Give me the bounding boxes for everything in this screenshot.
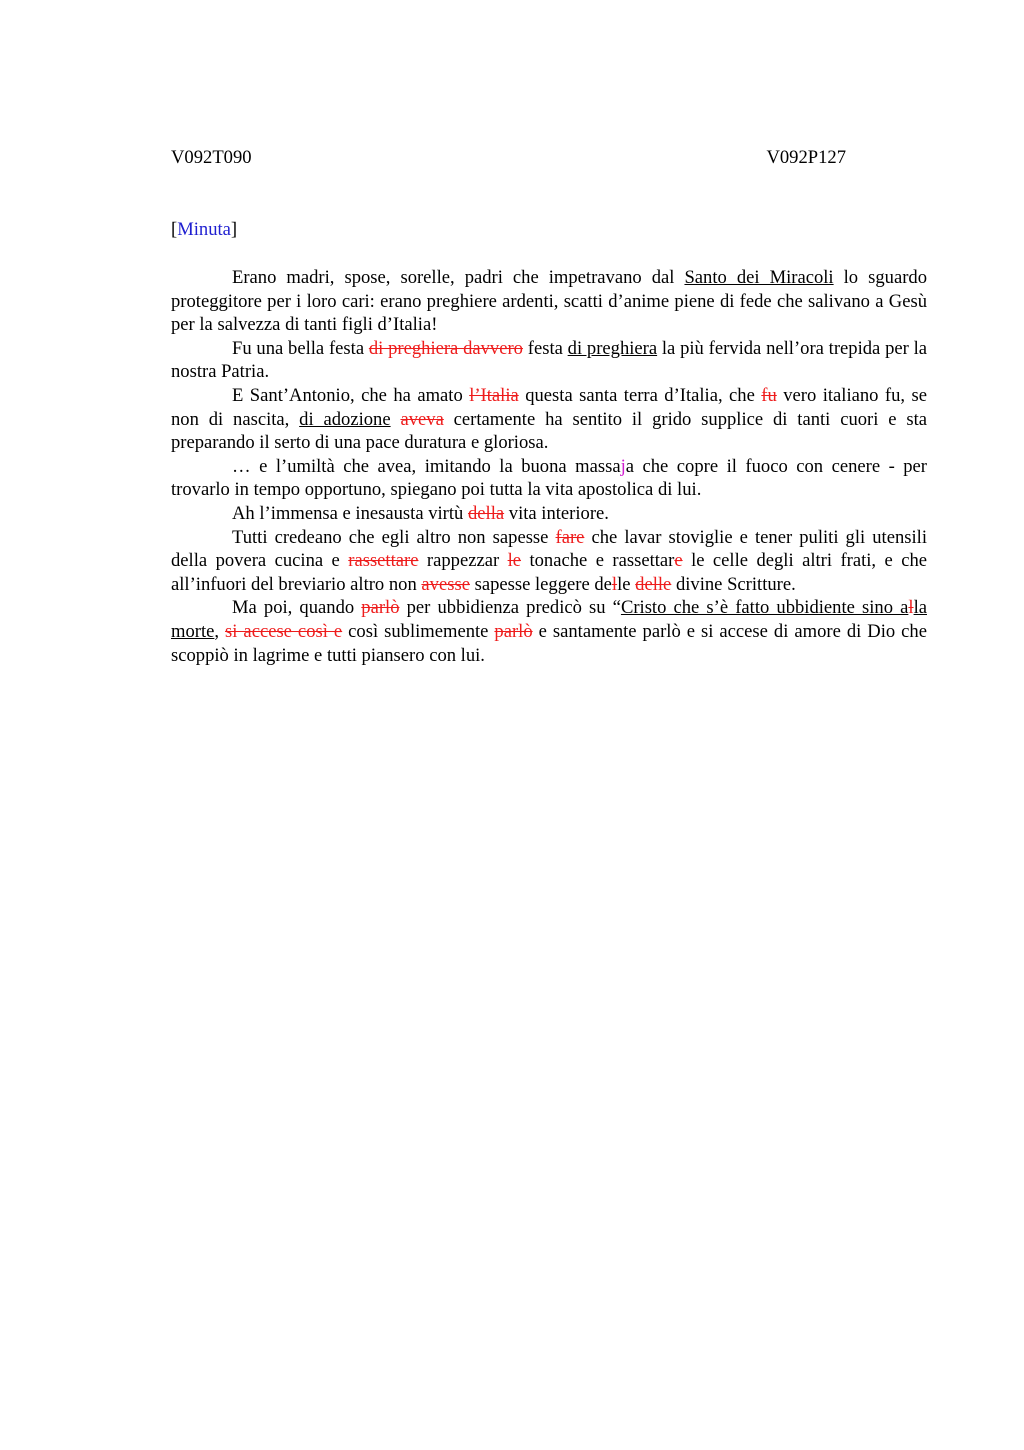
deleted-text: rassettare xyxy=(348,550,419,572)
deleted-text: l xyxy=(908,597,914,619)
deleted-text: l xyxy=(611,573,618,595)
text-segment: Ah l’immensa e inesausta virtù xyxy=(232,502,468,524)
document-header xyxy=(171,146,846,170)
text-segment: Tutti credeano che egli altro non sapesse xyxy=(232,526,556,548)
text-segment: … e l’umiltà che avea, imitando la buona massa xyxy=(232,455,621,477)
document-code-left: V092T090 xyxy=(171,147,252,168)
text-segment: certamente ha sentito il grido supplice di tanti cuori e sta preparando il serto di una pace duratura e gloriosa. xyxy=(171,408,927,454)
text-segment: , xyxy=(214,620,226,642)
text-segment: Fu una bella festa xyxy=(232,337,369,359)
deleted-text: fare xyxy=(555,526,585,548)
deleted-text: si accese così e xyxy=(225,620,343,642)
text-segment: sapesse leggere de xyxy=(469,573,612,595)
text-segment xyxy=(391,409,401,430)
text-segment: per ubbidienza predicò su “ xyxy=(399,597,621,619)
deleted-text: parlò xyxy=(361,597,400,619)
text-segment: e santamente parlò e si accese di amore di Dio che scoppiò in lagrime e tutti piansero con lui. xyxy=(171,620,927,666)
text-segment: vero italiano fu, se non di nascita, xyxy=(171,384,927,430)
paragraph xyxy=(171,455,927,502)
document-type-label xyxy=(171,218,237,242)
text-segment: questa santa terra d’Italia, che xyxy=(518,384,762,406)
deleted-text: delle xyxy=(635,573,672,595)
paragraph xyxy=(171,337,927,384)
document-body xyxy=(171,266,927,667)
text-segment: tonache e rassettar xyxy=(521,550,675,572)
deleted-text: e xyxy=(674,550,683,572)
deleted-text: parlò xyxy=(494,620,533,642)
label-open-bracket: [ xyxy=(171,219,178,240)
text-segment: lo sguardo proteggitore per i loro cari: erano preghiere ardenti, scatti d’anime piene di fede che salivano a Gesù per la salvezza di tanti figli d’Italia! xyxy=(171,267,927,336)
paragraph xyxy=(171,502,927,526)
deleted-text: fu xyxy=(761,384,777,406)
text-segment: E Sant’Antonio, che ha amato xyxy=(232,384,470,406)
text-segment: così sublimemente xyxy=(342,620,495,642)
deleted-text: avesse xyxy=(421,573,470,595)
text-segment: le celle degli altri frati, e che all’infuori del breviario altro non xyxy=(171,550,928,595)
text-segment: a che copre il fuoco con cenere - per trovarlo in tempo opportuno, spiegano poi tutta la vita apostolica di lui. xyxy=(171,455,927,501)
text-segment: rappezzar xyxy=(418,550,508,572)
text-segment: divine Scritture. xyxy=(671,573,796,595)
text-segment: vita interiore. xyxy=(504,502,609,524)
paragraph xyxy=(171,384,927,455)
paragraph xyxy=(171,526,927,597)
underlined-text: di preghiera xyxy=(567,337,658,359)
deleted-text: della xyxy=(467,502,505,524)
text-segment: la più fervida nell’ora trepida per la nostra Patria. xyxy=(171,337,928,383)
text-segment: festa xyxy=(522,337,568,359)
deleted-text: l’Italia xyxy=(469,384,519,406)
underlined-text: di adozione xyxy=(299,408,391,430)
underlined-text: Santo dei Miracoli xyxy=(684,267,834,288)
text-segment: le xyxy=(617,573,636,595)
document-code-right: V092P127 xyxy=(766,147,846,168)
deleted-text: aveva xyxy=(400,408,444,430)
label-text: Minuta xyxy=(177,219,231,240)
deleted-text: di preghiera davvero xyxy=(368,337,523,359)
underlined-text: Cristo che s’è fatto ubbidiente sino a xyxy=(620,597,909,619)
underlined-text: la morte xyxy=(171,597,927,642)
text-segment: che lavar stoviglie e tener puliti gli utensili della povera cucina e xyxy=(171,526,927,572)
text-segment: Erano madri, spose, sorelle, padri che impetravano dal xyxy=(232,267,685,288)
inserted-text: j xyxy=(620,455,626,477)
label-close-bracket: ] xyxy=(230,219,238,240)
paragraph xyxy=(171,596,927,667)
paragraph xyxy=(171,266,927,337)
deleted-text: le xyxy=(507,550,522,572)
text-segment: Ma poi, quando xyxy=(232,597,362,619)
